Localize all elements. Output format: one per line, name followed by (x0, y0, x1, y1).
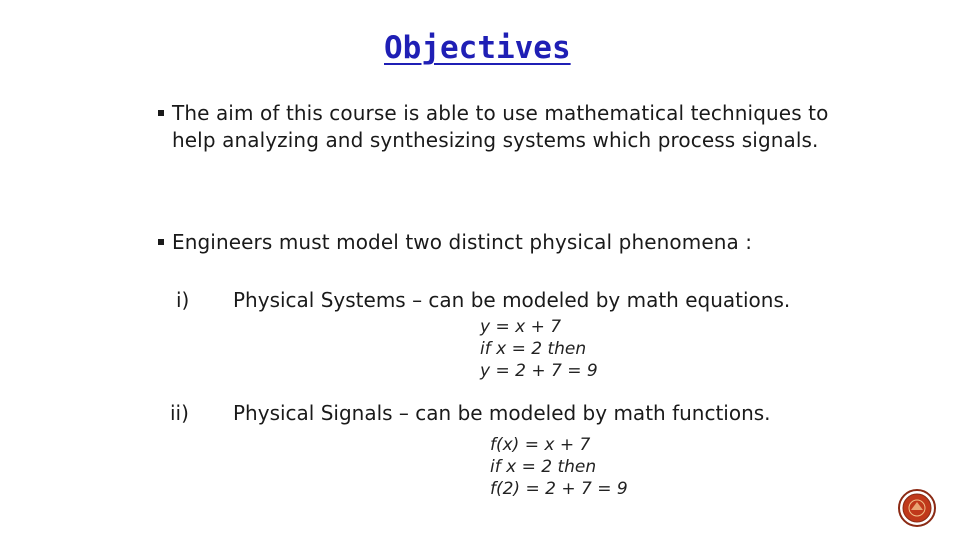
square-bullet-icon (158, 239, 164, 245)
square-bullet-icon (158, 110, 164, 116)
item-text: Physical Systems – can be modeled by math equations. (233, 288, 791, 312)
equation-line: if x = 2 then (490, 457, 597, 477)
equation-block-systems (480, 316, 598, 382)
item-number: i) (176, 288, 190, 312)
item-text: Physical Signals – can be modeled by math functions. (233, 401, 771, 425)
bullet-text: The aim of this course is able to use mathematical techniques to help analyzing and synthesizing systems which process signals. (172, 101, 829, 152)
equation-line: if x = 2 then (480, 339, 587, 359)
equation-line: y = x + 7 (480, 317, 562, 337)
equation-line: f(x) = x + 7 (490, 435, 591, 455)
bullet-engineers (158, 229, 878, 256)
bullet-text: Engineers must model two distinct physical phenomena : (172, 230, 753, 254)
equation-line: f(2) = 2 + 7 = 9 (490, 479, 628, 499)
university-seal-icon (897, 488, 937, 528)
item-number: ii) (170, 401, 189, 425)
bullet-aim (158, 100, 878, 154)
slide-title: Objectives (384, 30, 571, 66)
equation-line: y = 2 + 7 = 9 (480, 361, 598, 381)
equation-block-signals (490, 434, 628, 500)
